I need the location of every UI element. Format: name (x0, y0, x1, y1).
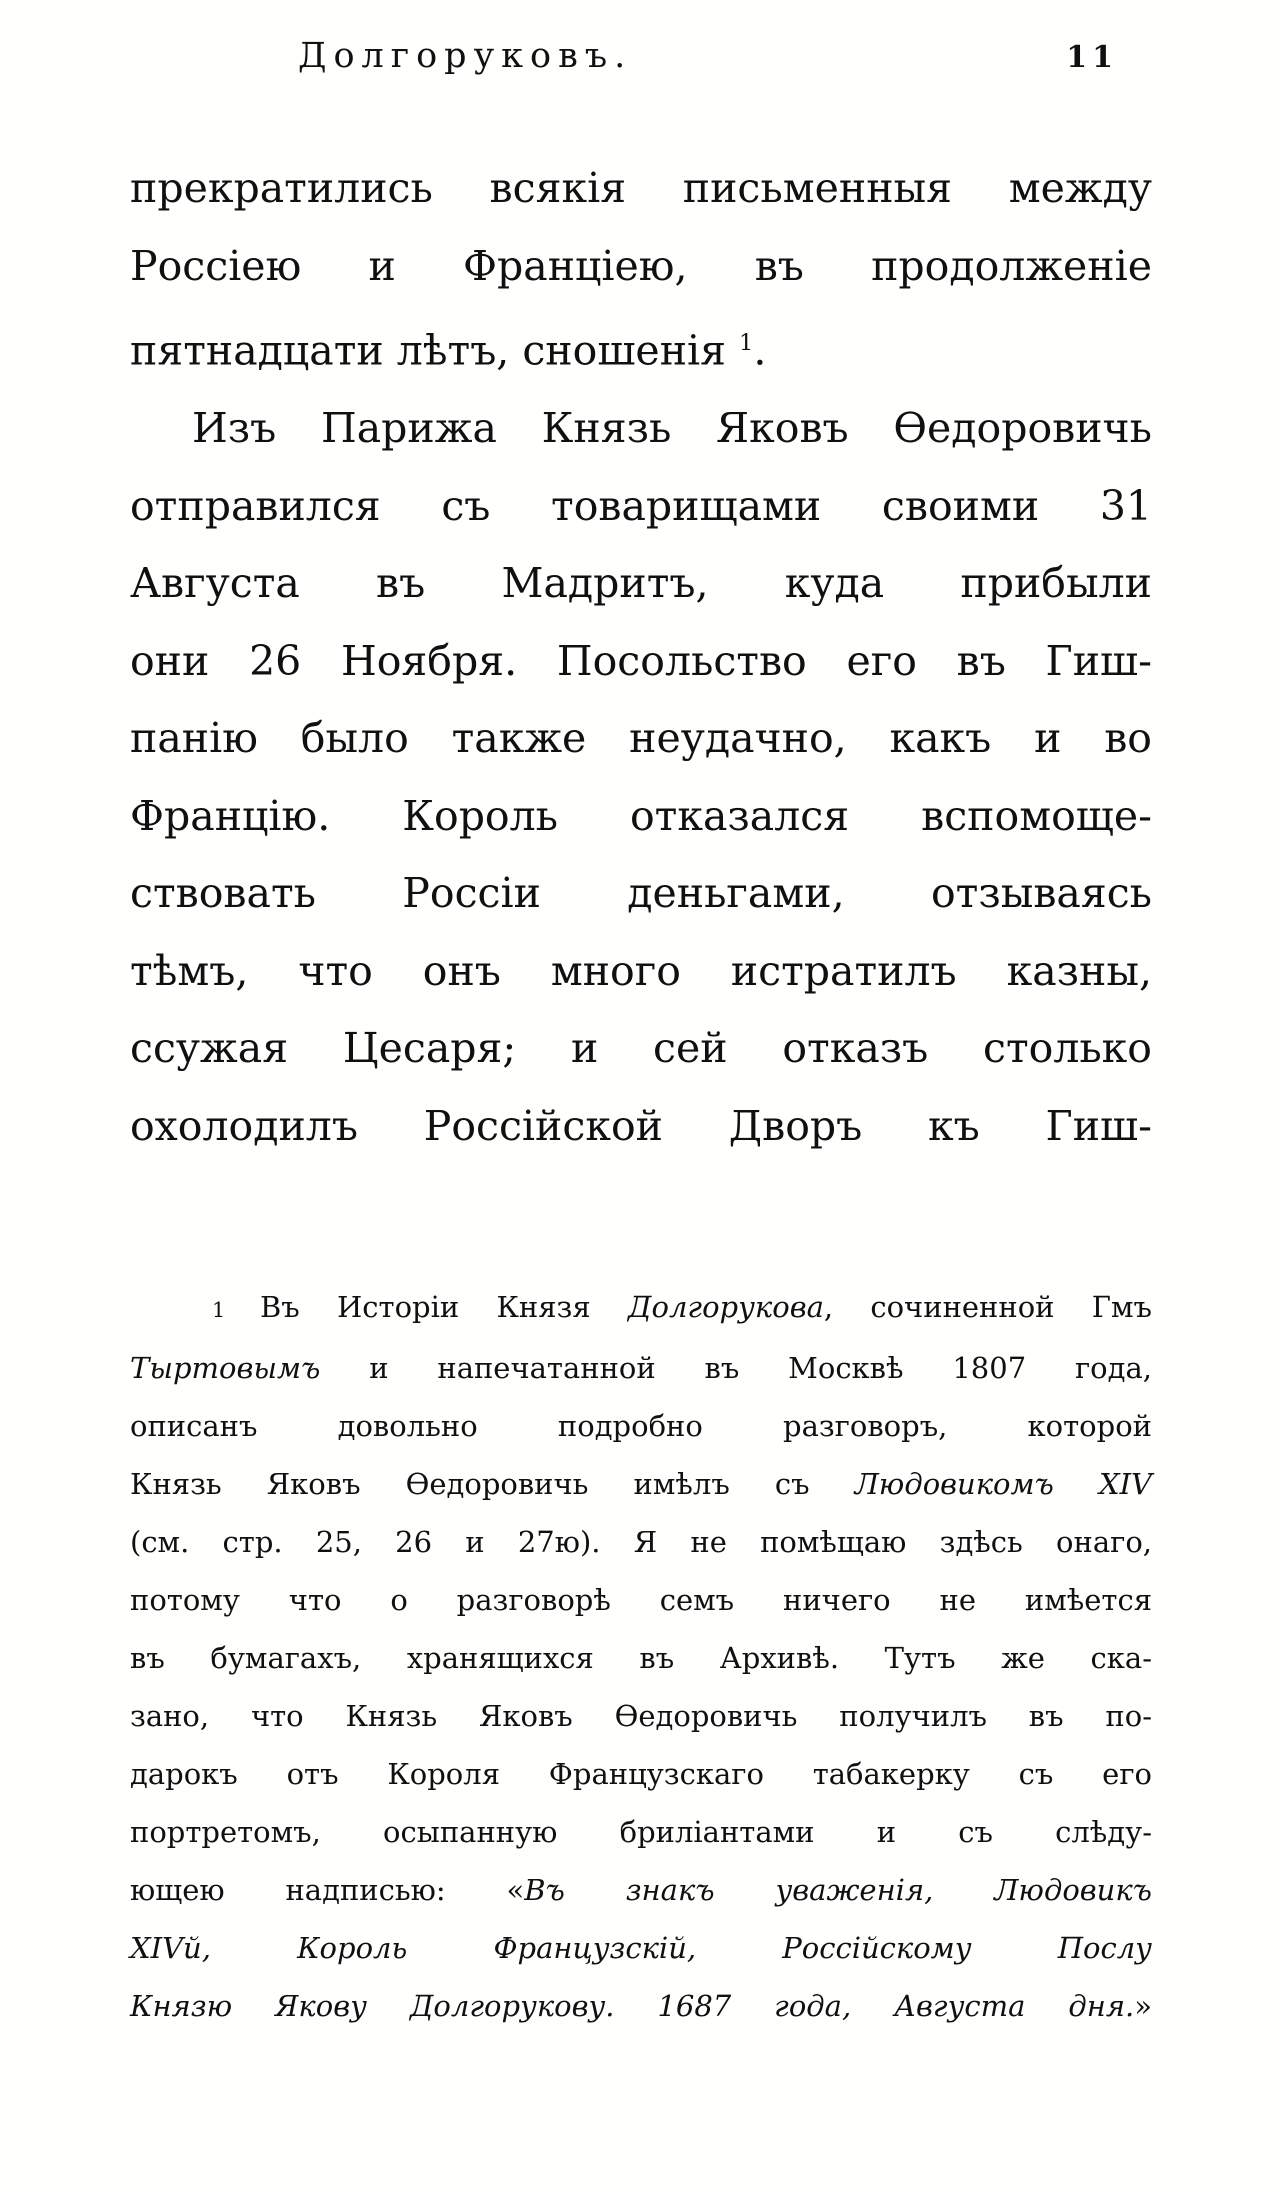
text-line: Россіею и Франціею, въ продолженіе (130, 241, 1152, 290)
text-line: прекратились всякія письменныя между (130, 164, 1152, 212)
main-text-block (130, 150, 1152, 1165)
text-line: описанъ довольно подробно разговоръ, которой (130, 1409, 1152, 1443)
text-line: 1 Въ Исторіи Князя Долгорукова, сочиненной Гмъ (212, 1290, 1152, 1324)
text-line: XIVй, Король Французскій, Россійскому Послу (130, 1931, 1152, 1965)
text-line: Францію. Король отказался вспомоще- (130, 791, 1152, 840)
text-line: Изъ Парижа Князь Яковъ Ѳедоровичь (192, 404, 1152, 453)
text-line: отправился съ товарищами своими 31 (130, 481, 1152, 530)
page-number: 11 (1066, 40, 1118, 75)
text-line: охолодилъ Россійской Дворъ къ Гиш- (130, 1101, 1152, 1150)
text-line: потому что о разговорѣ семъ ничего не имѣется (130, 1583, 1152, 1617)
text-line: они 26 Ноября. Посольство его въ Гиш- (130, 636, 1152, 685)
text-line: панію было также неудачно, какъ и во (130, 714, 1152, 763)
text-line: въ бумагахъ, хранящихся въ Архивѣ. Тутъ же ска- (130, 1641, 1152, 1675)
text-line: дарокъ отъ Короля Французскаго табакерку съ его (130, 1757, 1152, 1791)
text-line: зано, что Князь Яковъ Ѳедоровичь получилъ въ по- (130, 1699, 1152, 1733)
footnote-block (130, 1278, 1152, 2035)
text-line: портретомъ, осыпанную бриліантами и съ слѣду- (130, 1815, 1152, 1849)
text-line: Князю Якову Долгорукову. 1687 года, Августа дня.» (130, 1989, 1152, 2023)
text-line: (см. стр. 25, 26 и 27ю). Я не помѣщаю здѣсь онаго, (130, 1525, 1152, 1559)
text-line: ствовать Россіи деньгами, отзываясь (130, 869, 1152, 918)
text-line: ющею надписью: «Въ знакъ уваженія, Людовикъ (130, 1873, 1152, 1907)
text-line: ссужая Цесаря; и сей отказъ столько (130, 1024, 1152, 1073)
text-line: Князь Яковъ Ѳедоровичь имѣлъ съ Людовикомъ XIV (130, 1467, 1152, 1501)
running-head (130, 36, 1152, 88)
page-title: Долгоруковъ. (298, 36, 633, 76)
text-line: Августа въ Мадритъ, куда прибыли (130, 559, 1152, 608)
text-line: Тыртовымъ и напечатанной въ Москвѣ 1807 года, (130, 1351, 1152, 1385)
text-line: пятнадцати лѣтъ, сношенія $^1$. (130, 326, 767, 375)
text-line: тѣмъ, что онъ много истратилъ казны, (130, 946, 1152, 995)
